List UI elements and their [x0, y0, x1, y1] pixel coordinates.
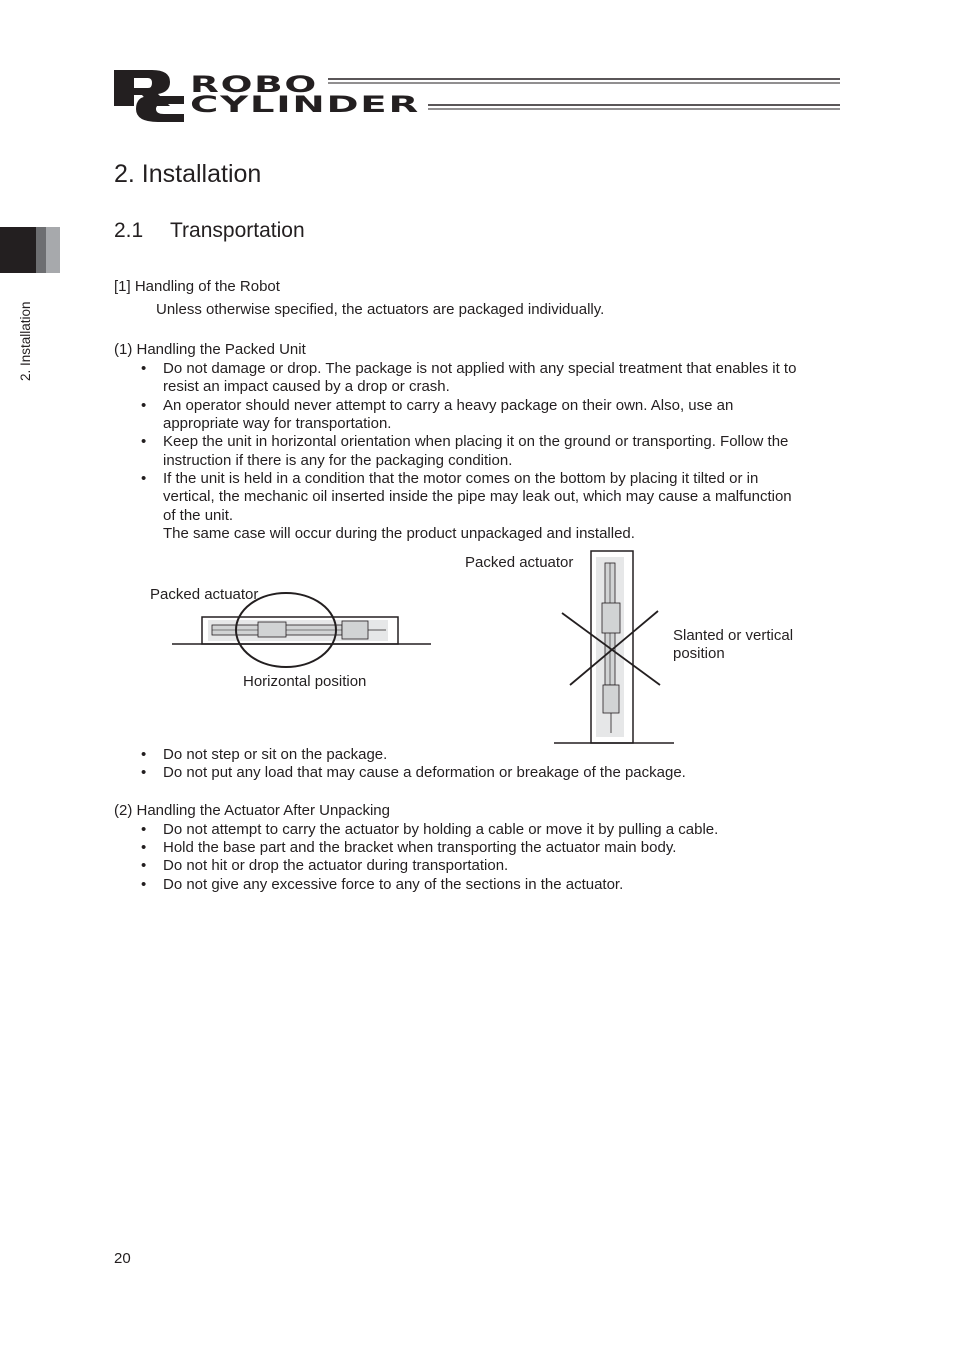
item1-label: (1) Handling the Packed Unit	[114, 341, 306, 358]
chapter-tab	[0, 227, 60, 273]
item2-bullet-list: • Do not attempt to carry the actuator by holding a cable or move it by pulling a cable. • Hold the base part and the bracket when transporting the actuator main body. • Do not hit or drop the actuator during transportation. • Do not give any excessive force to any of the sections in the actuator.	[141, 821, 719, 893]
figure-right-label: Packed actuator	[465, 554, 574, 571]
item2-label: (2) Handling the Actuator After Unpacking	[114, 802, 390, 819]
svg-text:ROBO: ROBO	[190, 73, 318, 98]
figure-left-label: Packed actuator	[150, 586, 259, 603]
subsection-label: [1] Handling of the Robot	[114, 278, 280, 295]
subsection-text: Unless otherwise specified, the actuators are packaged individually.	[156, 301, 605, 318]
figure-right-caption-line2: position	[673, 645, 725, 662]
page-number: 20	[114, 1250, 131, 1267]
vertical-package-diagram	[554, 551, 674, 743]
horizontal-package-diagram	[172, 593, 431, 667]
packing-orientation-figure	[150, 545, 820, 750]
item1-bullet-list: • Do not damage or drop. The package is not applied with any special treatment that enables it to resist an impact caused by a drop or crash. • An operator should never attempt to carry a heavy package on their own. Also, use an appropriate way for transportation. • Keep the unit in horizontal orientation when placing it on the ground or transporting. Follow the instruction if there is any for the packaging condition. • If the unit is held in a condition that the motor comes on the bottom by placing it tilted or in vertical, the mechanic oil inserted inside the pipe may leak out, which may cause a malfunction of the unit. The same case will occur during the product unpackaged and installed.	[141, 360, 797, 542]
item1-bullet-list-after: • Do not step or sit on the package. • Do not put any load that may cause a deformation or breakage of the package.	[141, 746, 686, 781]
robo-cylinder-logo	[112, 68, 842, 122]
figure-left-caption: Horizontal position	[243, 673, 367, 690]
section-heading	[114, 219, 305, 243]
figure-right-caption-line1: Slanted or vertical	[673, 627, 794, 644]
svg-text:CYLINDER: CYLINDER	[190, 93, 420, 118]
chapter-side-label: 2. Installation	[18, 301, 33, 381]
section-title: Transportation	[170, 219, 305, 242]
rc-mark-icon	[114, 70, 184, 122]
page-title: 2. Installation	[114, 160, 262, 188]
section-number: 2.1	[114, 219, 144, 242]
